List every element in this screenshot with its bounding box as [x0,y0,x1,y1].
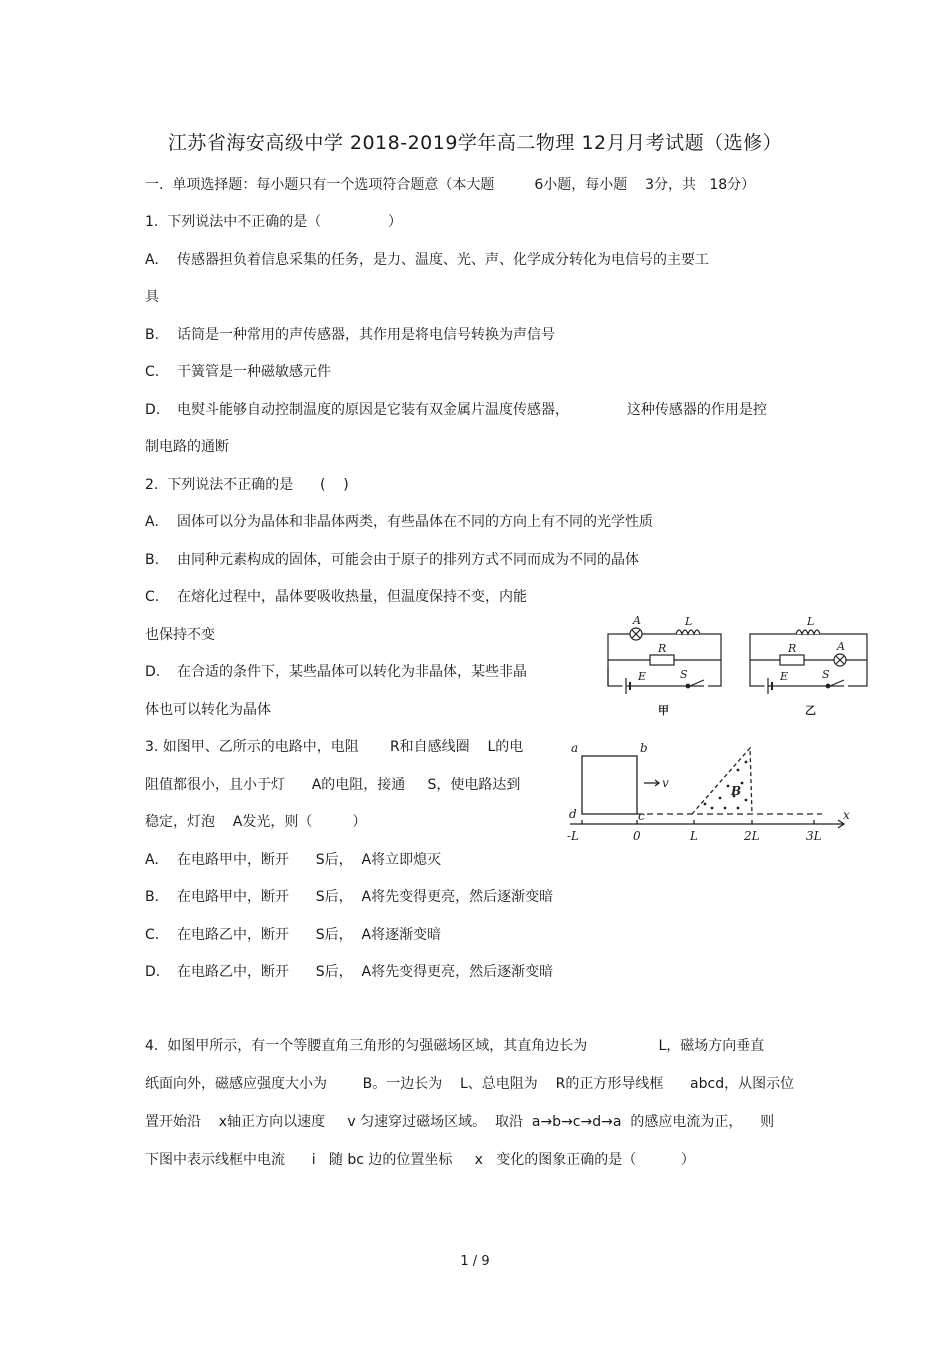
vertex-label-c: c [638,809,645,823]
coil-label-yi: L [807,615,815,628]
q1-option-d [145,401,767,419]
option-text: 在熔化过程中，晶体要吸收热量，但温度保持不变，内能 [177,589,527,605]
resistor-label-jia: R [658,642,667,655]
q2-stem: 2. 下列说法不正确的是 ( ) [145,477,349,493]
battery-label-jia: E [638,670,647,683]
option-letter: C. [145,364,160,380]
resistor-symbol-jia [650,655,674,665]
q3-stem-line3: 稳定，灯泡 A发光，则（ ） [145,814,367,830]
axis-label-x: x [843,808,850,822]
q1-option-a-cont: 具 [145,289,159,305]
square-loop [582,756,637,814]
battery-label-yi: E [780,670,789,683]
q4-stem-line1: 4. 如图甲所示，有一个等腰直角三角形的匀强磁场区域，其直角边长为 L，磁场方向垂直 [145,1038,765,1054]
tick-label: -L [567,829,580,843]
figure-label-yi: 乙 [805,704,816,717]
option-text: 话筒是一种常用的声传感器，其作用是将电信号转换为声信号 [177,327,555,343]
field-label-B: B [731,784,742,798]
q3-option-b [145,888,553,906]
page-number: 1 / 9 [460,1254,490,1269]
field-diagram [562,738,862,848]
option-text: 在电路乙中，断开 S后， A将逐渐变暗 [177,927,442,943]
velocity-label: v [662,776,669,790]
option-letter: D. [145,402,161,418]
tick-label: 3L [806,829,822,843]
page-title: 江苏省海安高级中学 2018-2019学年高二物理 12月月考试题（选修） [167,132,783,154]
option-letter: B. [145,327,160,343]
coil-symbol-yi [796,630,820,634]
q3-stem-line2: 阻值都很小，且小于灯 A的电阻，接通 S，使电路达到 [145,777,521,793]
resistor-label-yi: R [788,642,797,655]
lamp-label-yi: A [837,640,845,653]
option-letter: B. [145,552,160,568]
resistor-symbol-yi [780,655,804,665]
q1-option-b [145,326,555,344]
switch-label-jia: S [680,668,688,681]
option-letter: A. [145,852,159,868]
q3-option-a [145,851,441,869]
circuit-diagrams [600,612,875,722]
q1-stem: 1. 下列说法中不正确的是（ ） [145,214,403,230]
q4-stem-line2: 纸面向外，磁感应强度大小为 B。一边长为 L、总电阻为 R的正方形导线框 abcd，从图示位 [145,1076,795,1092]
option-text: 干簧管是一种磁敏感元件 [177,364,331,380]
lamp-label-jia: A [633,614,641,627]
q2-option-c [145,588,527,606]
q4-stem-line4: 下图中表示线框中电流 i 随 bc 边的位置坐标 x 变化的图象正确的是（ ） [145,1152,695,1168]
q2-option-d-cont: 体也可以转化为晶体 [145,702,271,718]
option-text: 在合适的条件下，某些晶体可以转化为非晶体，某些非晶 [177,664,527,680]
q2-option-c-cont: 也保持不变 [145,627,215,643]
section-heading: 一. 单项选择题：每小题只有一个选项符合题意（本大题 6小题，每小题 3分，共 18分） [145,177,756,193]
q2-option-d [145,663,527,681]
option-letter: A. [145,514,159,530]
q1-option-d-cont: 制电路的通断 [145,439,229,455]
option-letter: A. [145,252,159,268]
option-letter: C. [145,589,160,605]
q2-option-a [145,513,653,531]
tick-label: 2L [744,829,760,843]
q4-stem-line3: 置开始沿 x轴正方向以速度 v 匀速穿过磁场区域。 取沿 a→b→c→d→a 的感应电流为正， 则 [145,1114,775,1130]
tick-label: 0 [633,829,641,843]
option-text: 传感器担负着信息采集的任务，是力、温度、光、声、化学成分转化为电信号的主要工 [177,252,709,268]
option-text: 在电路甲中，断开 S后， A将立即熄灭 [177,852,442,868]
option-letter: B. [145,889,160,905]
q3-stem-line1: 3. 如图甲、乙所示的电路中，电阻 R和自感线圈 L的电 [145,739,524,755]
tick-label: L [690,829,698,843]
option-text: 固体可以分为晶体和非晶体两类，有些晶体在不同的方向上有不同的光学性质 [177,514,653,530]
field-region [692,748,752,814]
option-text: 电熨斗能够自动控制温度的原因是它装有双金属片温度传感器， 这种传感器的作用是控 [177,402,767,418]
q3-option-c [145,926,441,944]
q1-option-c [145,363,331,381]
option-letter: C. [145,927,160,943]
option-letter: D. [145,664,161,680]
option-text: 由同种元素构成的固体，可能会由于原子的排列方式不同而成为不同的晶体 [177,552,639,568]
vertex-label-b: b [640,741,648,755]
q1-option-a [145,251,709,269]
vertex-label-d: d [569,807,577,821]
option-letter: D. [145,964,161,980]
q3-option-d [145,963,553,981]
option-text: 在电路乙中，断开 S后， A将先变得更亮，然后逐渐变暗 [177,964,554,980]
coil-symbol-jia [676,630,700,634]
coil-label-jia: L [685,615,693,628]
vertex-label-a: a [571,741,579,755]
switch-label-yi: S [822,668,830,681]
q2-option-b [145,551,639,569]
option-text: 在电路甲中，断开 S后， A将先变得更亮，然后逐渐变暗 [177,889,554,905]
figure-label-jia: 甲 [658,704,669,717]
